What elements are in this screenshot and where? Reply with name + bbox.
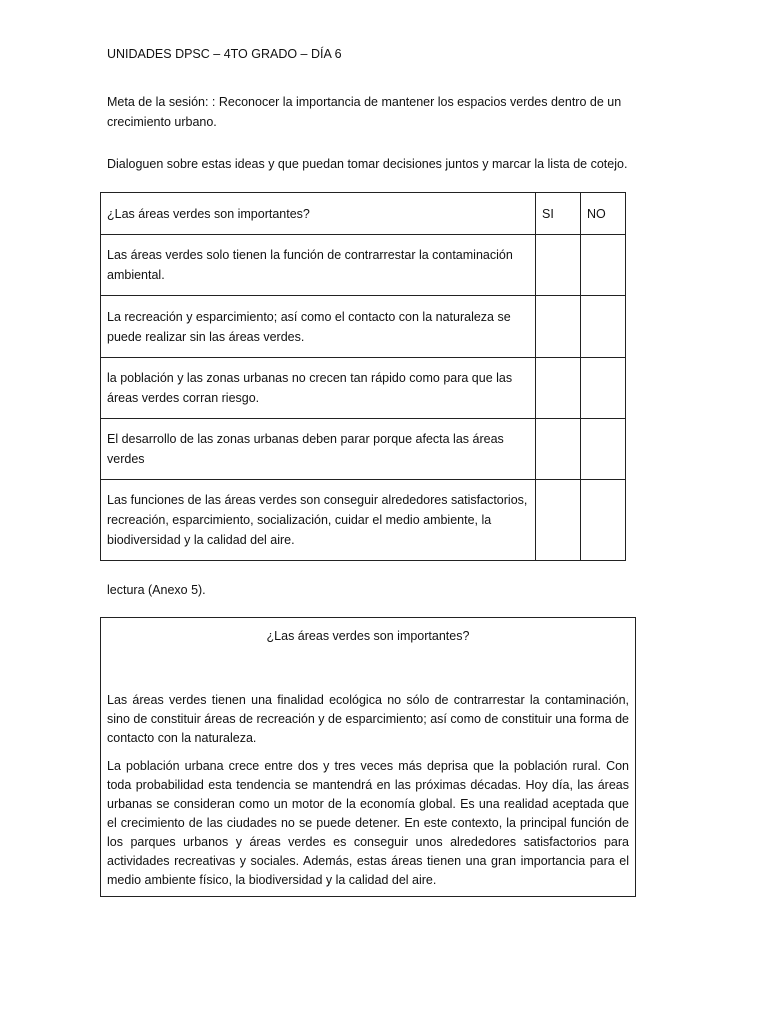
checklist-si-cell[interactable] [536,358,581,419]
checklist-si-cell[interactable] [536,235,581,296]
checklist-table [100,192,626,561]
checklist-no-cell[interactable] [581,358,626,419]
checklist-no-cell[interactable] [581,480,626,561]
session-goal: Meta de la sesión: : Reconocer la importancia de mantener los espacios verdes dentro de un crecimiento urbano. [107,95,622,129]
reading-paragraph: La población urbana crece entre dos y tres veces más deprisa que la población rural. Con toda probabilidad esta tendencia se mantendrá en las próximas décadas. Hoy día, las áreas urbanas se consideran como un motor de la economía global. Es una realidad aceptada que el crecimiento de las ciudades no se puede detener. En este contexto, la principal función de los parques urbanos y áreas verdes es conseguir unos alrededores satisfactorios para actividades recreativas y sociales. Además, estas áreas tienen una gran importancia para el medio ambiente físico, la biodiversidad y la calidad del aire. [107,759,629,887]
checklist-question-header: ¿Las áreas verdes son importantes? [101,193,536,235]
checklist-statement: Las áreas verdes solo tienen la función de contrarrestar la contaminación ambiental. [101,235,536,296]
table-row [101,358,626,419]
checklist-no-cell[interactable] [581,419,626,480]
table-row [101,419,626,480]
table-row [101,235,626,296]
reading-box [100,617,636,897]
table-row [101,296,626,358]
table-row [101,480,626,561]
checklist-si-cell[interactable] [536,419,581,480]
checklist-si-header: SI [536,193,581,235]
checklist-no-cell[interactable] [581,235,626,296]
checklist-no-header: NO [581,193,626,235]
reading-reference: lectura (Anexo 5). [107,583,206,597]
instruction-text: Dialoguen sobre estas ideas y que puedan tomar decisiones juntos y marcar la lista de cotejo. [107,157,628,171]
checklist-statement: la población y las zonas urbanas no crecen tan rápido como para que las áreas verdes corran riesgo. [101,358,536,419]
reading-title: ¿Las áreas verdes son importantes? [266,629,470,643]
checklist-no-cell[interactable] [581,296,626,358]
document-title: UNIDADES DPSC – 4TO GRADO – DÍA 6 [107,47,342,61]
reading-paragraph: Las áreas verdes tienen una finalidad ecológica no sólo de contrarrestar la contaminación, sino de constituir áreas de recreación y de esparcimiento; así como de constituir una forma de contacto con la naturaleza. [107,693,629,745]
checklist-statement: La recreación y esparcimiento; así como el contacto con la naturaleza se puede realizar sin las áreas verdes. [101,296,536,358]
checklist-statement: El desarrollo de las zonas urbanas deben parar porque afecta las áreas verdes [101,419,536,480]
checklist-si-cell[interactable] [536,296,581,358]
checklist-statement: Las funciones de las áreas verdes son conseguir alrededores satisfactorios, recreación, esparcimiento, socialización, cuidar el medio ambiente, la biodiversidad y la calidad del aire. [101,480,536,561]
checklist-si-cell[interactable] [536,480,581,561]
